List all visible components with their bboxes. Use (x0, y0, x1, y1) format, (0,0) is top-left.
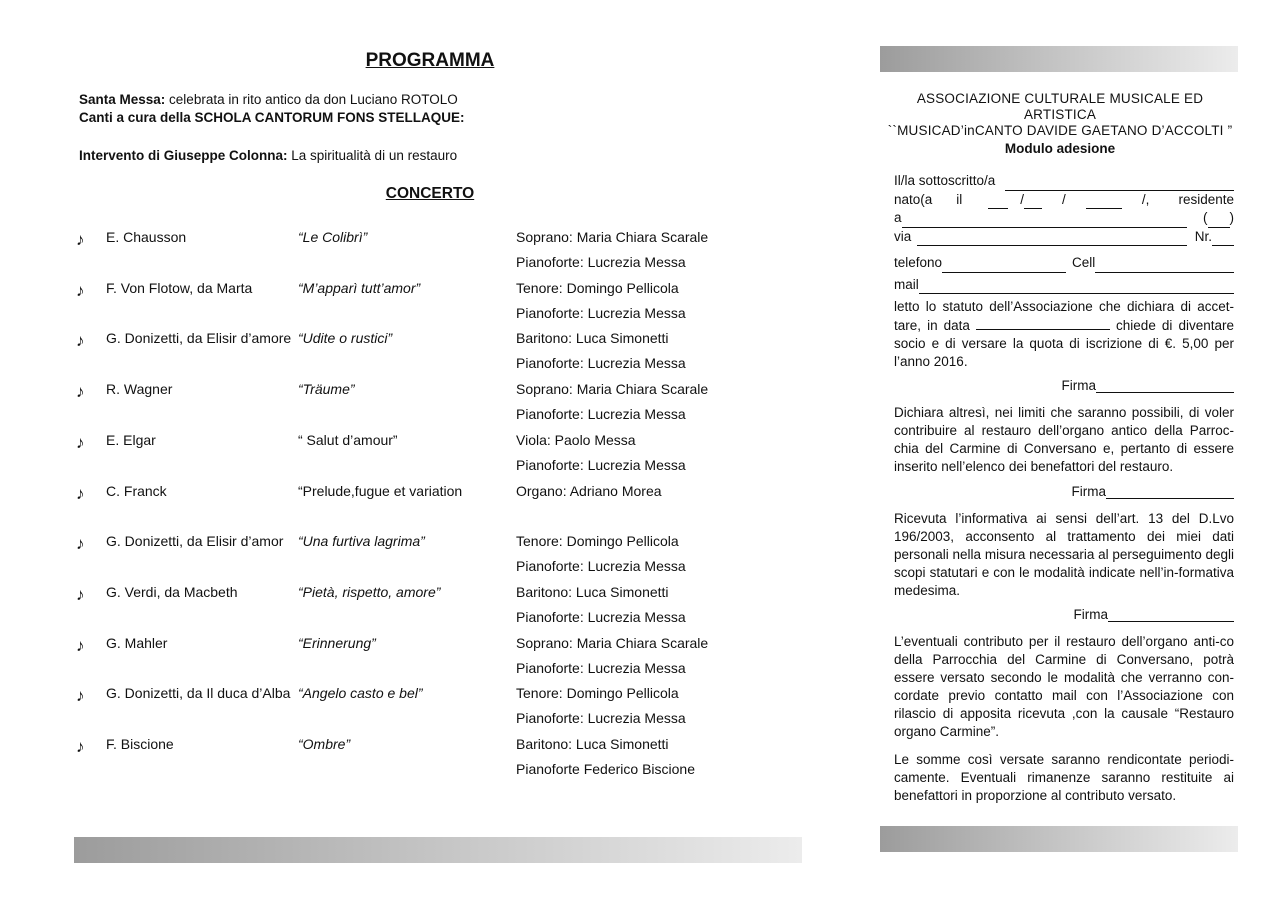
name-field[interactable] (1005, 177, 1234, 191)
membership-form-page (880, 0, 1240, 905)
number-field[interactable] (1212, 232, 1234, 246)
piece-title: “Udite o rustici” (298, 330, 393, 347)
header-decorative-bar (880, 46, 1238, 72)
cell-label: Cell (1072, 255, 1096, 270)
piece-title: “Pietà, rispetto, amore” (298, 583, 441, 600)
music-note-icon: ♪ (76, 331, 85, 351)
composer: G. Donizetti, da Elisir d’amore (106, 330, 292, 347)
piece-title: “M’apparì tutt’amor” (298, 279, 421, 296)
talk-text: La spiritualità di un restauro (287, 148, 458, 163)
concert-title: CONCERTO (385, 185, 475, 202)
performer-primary: Soprano: Maria Chiara Scarale (516, 229, 709, 245)
performer-accompanist: Pianoforte: Lucrezia Messa (516, 456, 686, 473)
music-note-icon: ♪ (76, 230, 85, 249)
number-label: Nr. (1194, 228, 1212, 244)
signature-line (894, 607, 1234, 622)
performer-primary: Soprano: Maria Chiara Scarale (516, 381, 709, 398)
piece-title: “Träume” (298, 381, 355, 398)
composer: G. Donizetti, da Il duca d’Alba (106, 685, 291, 702)
mass-label: Santa Messa: (79, 92, 166, 107)
performer-primary: Soprano: Maria Chiara Scarale (516, 634, 709, 651)
performer-primary: Tenore: Domingo Pellicola (516, 533, 679, 550)
concert-item (0, 330, 860, 380)
donation-declaration: Dichiara altresì, nei limiti che saranno possibili, di voler contribuire al restauro dell’organo antico della Parroc-chia del Carmine di Conversano e, pertanto di essere inserito nell’elenco dei benefattori del restauro. (894, 405, 1234, 474)
music-note-icon: ♪ (76, 280, 85, 300)
concert-item (0, 280, 860, 330)
performer-accompanist: Pianoforte: Lucrezia Messa (516, 558, 686, 575)
performer-accompanist: Pianoforte: Lucrezia Messa (516, 254, 686, 270)
statute-paragraph (894, 298, 1234, 371)
concert-item (0, 685, 860, 735)
composer: G. Verdi, da Macbeth (106, 583, 238, 600)
performer-accompanist: Pianoforte: Lucrezia Messa (516, 710, 686, 727)
piece-title: “Le Colibrì” (298, 229, 368, 245)
residence-label: residente (1178, 191, 1234, 207)
concert-item (0, 533, 860, 583)
composer: G. Mahler (106, 634, 168, 651)
performer-accompanist: Pianoforte: Lucrezia Messa (516, 355, 686, 372)
performer-primary: Viola: Paolo Messa (516, 431, 636, 448)
performer-primary: Baritono: Luca Simonetti (516, 330, 669, 347)
music-note-icon: ♪ (76, 432, 85, 452)
association-line-2: ``MUSICAD’inCANTO DAVIDE GAETANO D’ACCOLTI ” (887, 123, 1233, 138)
performer-primary: Organo: Adriano Morea (516, 482, 662, 499)
street-field[interactable] (917, 232, 1186, 246)
phone-field[interactable] (942, 259, 1066, 273)
concert-item (0, 381, 860, 431)
talk-label: Intervento di Giuseppe Colonna: (79, 148, 288, 163)
concert-item (0, 483, 860, 533)
mail-line (894, 276, 1234, 295)
birth-day-field[interactable] (988, 195, 1008, 209)
performer-accompanist: Pianoforte: Lucrezia Messa (516, 304, 686, 321)
footer-decorative-bar (74, 837, 802, 863)
performer-primary: Baritono: Luca Simonetti (516, 583, 669, 600)
performer-accompanist: Pianoforte Federico Biscione (516, 761, 695, 777)
date-separator-comma: /, (1141, 191, 1150, 207)
city-line (894, 209, 1234, 228)
city-field[interactable] (902, 214, 1187, 228)
signature-field[interactable] (1106, 485, 1234, 499)
music-note-icon: ♪ (76, 635, 85, 655)
piece-title: “Erinnerung” (298, 634, 376, 651)
signature-label: Firma (1073, 607, 1108, 622)
signature-field[interactable] (1108, 608, 1234, 622)
mass-text: celebrata in rito antico da don Luciano ROTOLO (165, 92, 458, 107)
signature-line (894, 378, 1234, 393)
name-label: Il/la sottoscritto/a (894, 173, 996, 188)
performer-accompanist: Pianoforte: Lucrezia Messa (516, 659, 686, 676)
birth-year-field[interactable] (1086, 195, 1122, 209)
composer: F. Biscione (106, 736, 174, 752)
date-field[interactable] (976, 316, 1110, 330)
privacy-consent: Ricevuta l’informativa ai sensi dell’art. 13 del D.Lvo 196/2003, acconsento al trattamento dei miei dati personali nella misura necessaria al perseguimento degli scopi statutari e con le modalità indicate nell’in-formativa medesima. (894, 511, 1234, 598)
performer-primary: Tenore: Domingo Pellicola (516, 685, 679, 702)
concert-item (0, 736, 860, 786)
footer-decorative-bar (880, 826, 1238, 852)
birth-label: nato(a (894, 191, 933, 207)
concert-item (0, 432, 860, 482)
statute-text-start: letto lo statuto dell’Associazione che dichiara di accet-tare, in data (894, 299, 1234, 333)
music-note-icon: ♪ (76, 382, 85, 402)
form-title: Modulo adesione (1004, 141, 1116, 156)
date-separator: / (1062, 191, 1066, 207)
accounting-paragraph: Le somme così versate saranno rendicontate periodi-camente. Eventuali rimanenze saranno restituite ai benefattori in proporzione al contributo versato. (894, 752, 1234, 803)
province-open-paren: ( (1203, 210, 1208, 225)
concert-item (0, 635, 860, 685)
statute-text-end: chiede di diventare socio e di versare la quota di iscrizione di €. 5,00 per l’anno 2016. (894, 318, 1234, 369)
street-label: via (894, 228, 912, 244)
signature-label: Firma (1071, 484, 1106, 499)
music-note-icon: ♪ (76, 737, 85, 756)
performer-accompanist: Pianoforte: Lucrezia Messa (516, 406, 686, 423)
piece-title: “Prelude,fugue et variation (298, 482, 463, 499)
birth-line (894, 191, 1234, 210)
music-note-icon: ♪ (76, 483, 85, 503)
il-label: il (956, 191, 963, 207)
name-line (894, 172, 1234, 191)
association-line-1: ASSOCIAZIONE CULTURALE MUSICALE ED ARTISTICA (916, 91, 1204, 122)
performer-accompanist: Pianoforte: Lucrezia Messa (516, 608, 686, 625)
music-note-icon: ♪ (76, 534, 85, 554)
program-title: PROGRAMMA (365, 50, 495, 71)
province-close-paren: ) (1229, 210, 1234, 225)
personal-data-fields (894, 172, 1234, 294)
music-note-icon: ♪ (76, 686, 85, 706)
street-line (894, 228, 1234, 247)
mail-field[interactable] (919, 280, 1234, 294)
association-name (880, 91, 1240, 139)
piece-title: “ Salut d’amour” (298, 431, 398, 448)
piece-title: “Angelo casto e bel” (298, 685, 423, 702)
performer-primary: Tenore: Domingo Pellicola (516, 279, 679, 296)
composer: G. Donizetti, da Elisir d’amor (106, 533, 284, 550)
concert-item (0, 229, 860, 279)
signature-field[interactable] (1096, 379, 1234, 393)
cell-field[interactable] (1095, 259, 1234, 273)
talk-line (79, 148, 457, 163)
province-field[interactable] (1208, 214, 1230, 228)
phone-line (894, 254, 1234, 273)
date-separator: / (1020, 191, 1025, 207)
mass-line (79, 92, 458, 107)
composer: C. Franck (106, 482, 167, 499)
composer: R. Wagner (106, 381, 173, 398)
composer: E. Elgar (106, 431, 156, 448)
piece-title: “Una furtiva lagrima” (298, 533, 425, 550)
composer: F. Von Flotow, da Marta (106, 279, 253, 296)
mail-label: mail (894, 276, 919, 292)
birth-month-field[interactable] (1024, 195, 1042, 209)
composer: E. Chausson (106, 229, 187, 245)
contribution-paragraph: L’eventuali contributo per il restauro dell’organo anti-co della Parrocchia del Carmine di Conversano, potrà essere versato secondo le modalità che verranno con-cordate previo contatto mail con l’Associazione con rilascio di apposita ricevuta ,con la causale “Restauro organo Carmine”. (894, 634, 1234, 739)
piece-title: “Ombre” (298, 736, 351, 752)
signature-label: Firma (1061, 378, 1096, 393)
concert-item (0, 584, 860, 634)
music-note-icon: ♪ (76, 584, 85, 604)
city-label: a (894, 210, 902, 225)
choir-line: Canti a cura della SCHOLA CANTORUM FONS STELLAQUE: (79, 110, 465, 125)
signature-line (894, 484, 1234, 499)
performer-primary: Baritono: Luca Simonetti (516, 736, 669, 752)
phone-label: telefono (894, 255, 943, 270)
